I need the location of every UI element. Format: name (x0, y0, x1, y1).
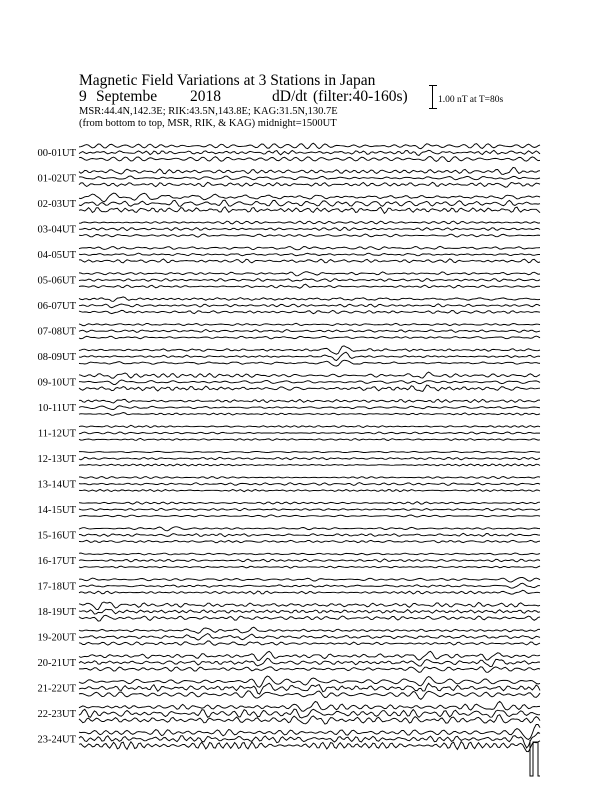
trace-line (79, 246, 540, 249)
trace-line (79, 227, 540, 230)
trace-line (79, 590, 540, 594)
trace-line (79, 432, 540, 434)
trace-line (79, 559, 540, 562)
trace-line (79, 489, 540, 491)
chart-title: Magnetic Field Variations at 3 Stations in Japan (79, 72, 376, 89)
trace-line (79, 297, 540, 301)
trace-line (79, 200, 540, 206)
hour-label: 14-15UT (37, 505, 76, 516)
hour-label: 18-19UT (37, 607, 76, 618)
trace-line (79, 553, 540, 555)
hour-label: 05-06UT (37, 275, 76, 287)
trace-line (79, 658, 540, 666)
trace-line (79, 502, 540, 504)
hour-label: 10-11UT (37, 403, 76, 414)
trace-line (79, 182, 540, 187)
trace-line (79, 323, 540, 325)
trace-line (79, 221, 540, 224)
trace-line (79, 540, 540, 543)
hour-label: 19-20UT (37, 632, 76, 644)
stations-line: MSR:44.4N,142.3E; RIK:43.5N,143.8E; KAG:31.5N,130.7E (79, 106, 338, 117)
trace-line (79, 667, 540, 673)
trace-line (79, 477, 540, 479)
trace-line (79, 583, 540, 588)
hour-label: 20-21UT (37, 658, 76, 669)
trace-line (79, 438, 540, 440)
trace-line (79, 310, 540, 313)
hour-label: 22-23UT (37, 709, 76, 720)
trace-line (79, 207, 540, 214)
order-note: (from bottom to top, MSR, RIK, & KAG) midnight=1500UT (79, 118, 337, 129)
trace-line (79, 615, 540, 621)
trace-line (79, 385, 540, 391)
hour-label: 11-12UT (37, 428, 76, 440)
trace-line (79, 741, 540, 752)
trace-line (79, 284, 540, 288)
trace-line (79, 193, 540, 202)
trace-line (79, 457, 540, 460)
trace-line (79, 483, 540, 486)
hour-label: 07-08UT (37, 326, 76, 338)
hour-label: 00-01UT (37, 148, 76, 159)
trace-line (79, 234, 540, 237)
trace-line (79, 451, 540, 452)
hour-label: 06-07UT (37, 301, 76, 312)
scale-label: 1.00 nT at T=80s (438, 95, 504, 105)
hour-label: 04-05UT (37, 250, 76, 261)
trace-line (79, 372, 540, 378)
trace-line (79, 336, 540, 339)
trace-line (79, 150, 540, 155)
hour-label: 09-10UT (37, 377, 76, 389)
trace-line (79, 683, 540, 694)
date-month: Septembe (96, 88, 158, 105)
trace-line (79, 143, 540, 149)
filter-label: (filter:40-160s) (313, 88, 408, 105)
trace-line (79, 380, 540, 385)
trace-line (79, 701, 540, 711)
trace-line (79, 176, 540, 180)
hour-label: 17-18UT (37, 581, 76, 593)
hour-label: 03-04UT (37, 224, 76, 236)
trace-line (79, 641, 540, 645)
hour-label: 13-14UT (37, 479, 76, 491)
trace-line (79, 330, 540, 333)
hour-label: 23-24UT (37, 734, 76, 746)
trace-line (79, 346, 540, 354)
hour-label: 01-02UT (37, 173, 76, 185)
hour-label: 15-16UT (37, 530, 76, 542)
trace-line (79, 508, 540, 510)
trace-line (79, 691, 540, 700)
hour-label: 02-03UT (37, 199, 76, 210)
trace-line (79, 399, 540, 403)
hour-label: 21-22UT (37, 683, 76, 695)
date-day: 9 (79, 88, 87, 105)
trace-line (79, 259, 540, 263)
trace-line (79, 352, 540, 360)
trace-line (79, 634, 540, 641)
trace-line (79, 253, 540, 256)
trace-line (79, 566, 540, 568)
trace-line (79, 651, 540, 660)
trace-line (79, 167, 540, 174)
trace-line (79, 725, 540, 740)
trace-line (79, 732, 540, 748)
trace-line (79, 413, 540, 416)
hour-label: 08-09UT (37, 352, 76, 363)
trace-line (79, 578, 540, 583)
trace-line (79, 602, 540, 610)
component-label: dD/dt (272, 88, 308, 105)
trace-line (79, 425, 540, 427)
trace-line (79, 406, 540, 410)
trace-line (79, 157, 540, 162)
trace-line (79, 627, 540, 633)
trace-line (79, 360, 540, 366)
trace-line (79, 609, 540, 614)
hour-label: 12-13UT (37, 454, 76, 465)
trace-line (79, 515, 540, 517)
trace-line (79, 527, 540, 531)
trace-line (79, 272, 540, 276)
trace-line (79, 279, 540, 282)
trace-line (79, 676, 540, 687)
hour-label: 16-17UT (37, 556, 76, 567)
date-year: 2018 (190, 88, 221, 105)
trace-line (79, 464, 540, 466)
trace-line (79, 304, 540, 308)
trace-line (79, 715, 540, 724)
trace-line (79, 533, 540, 536)
